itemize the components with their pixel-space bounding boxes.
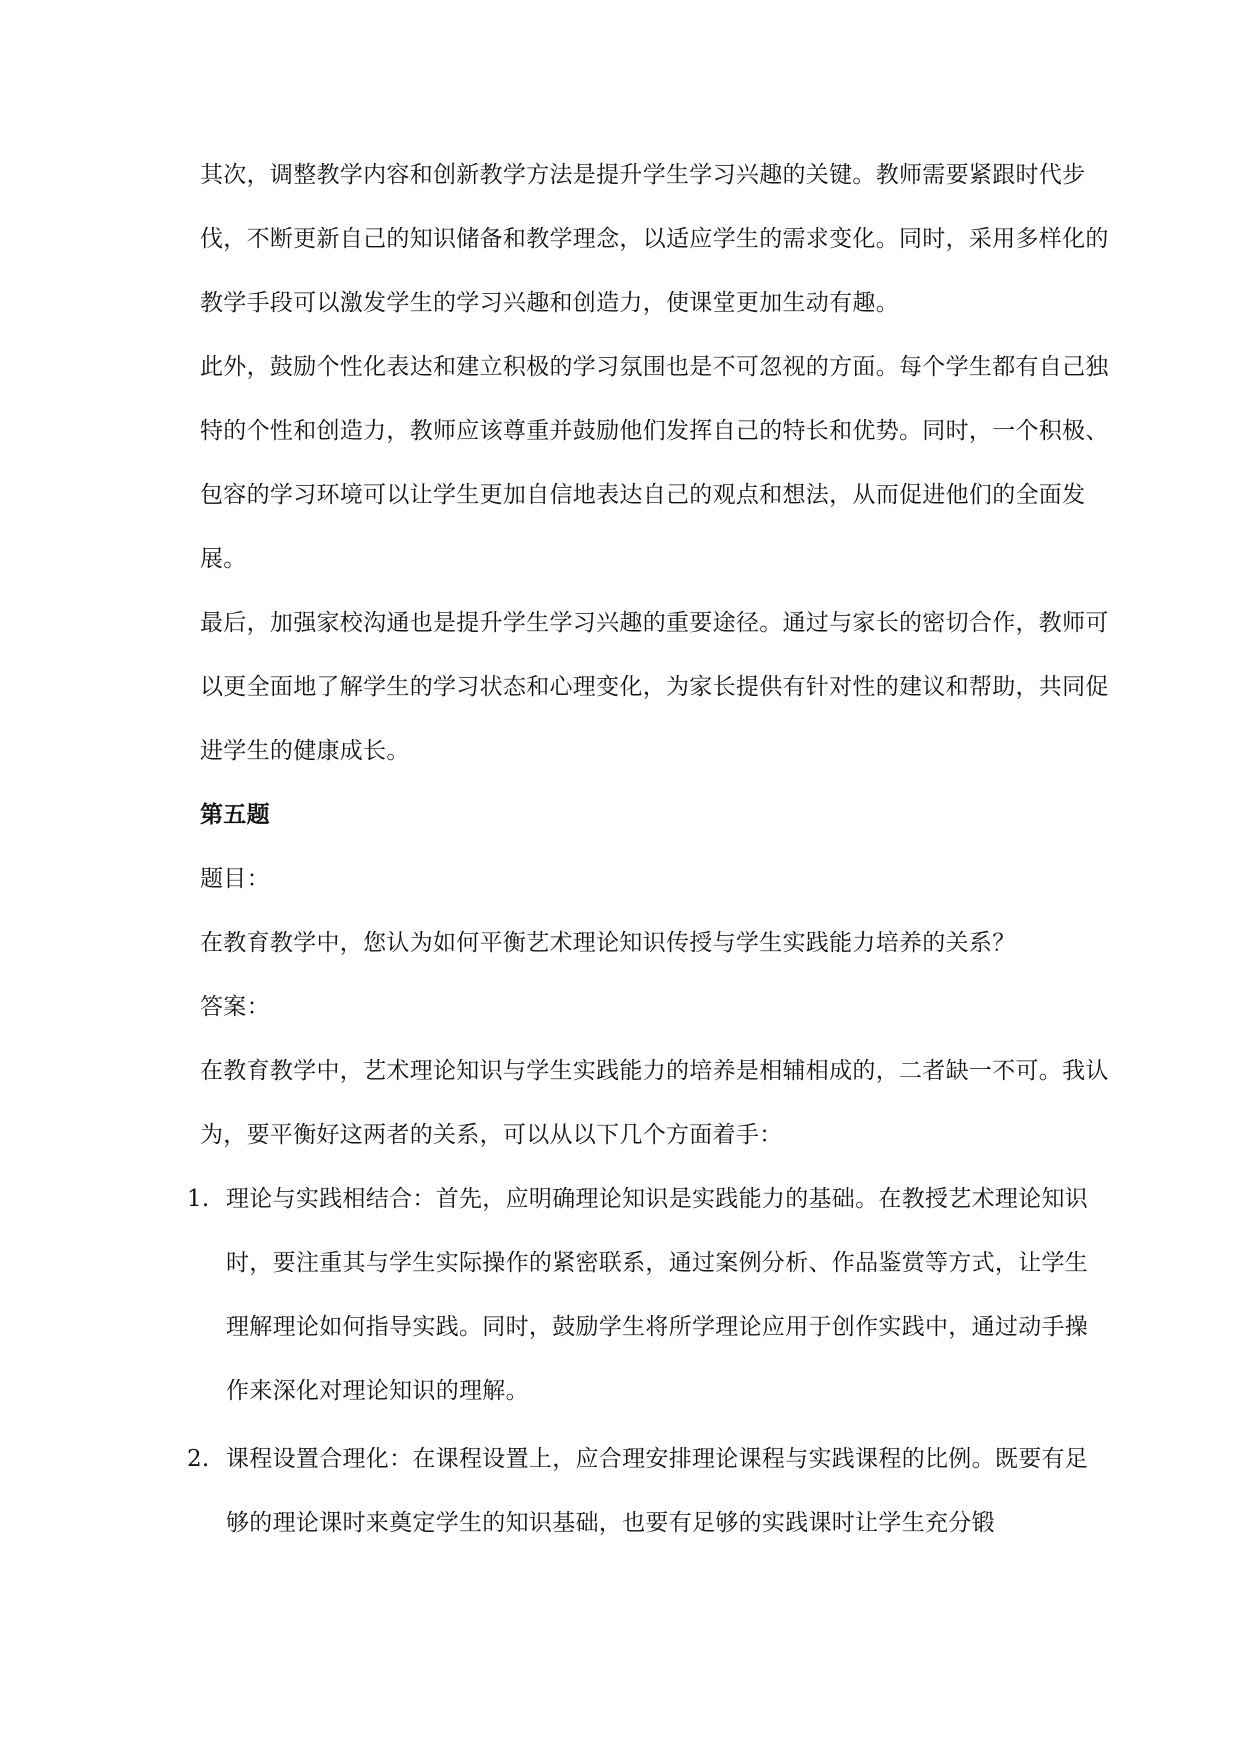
topic-text: 在教育教学中，您认为如何平衡艺术理论知识传授与学生实践能力培养的关系？	[200, 930, 1016, 956]
list-item-text: 理论与实践相结合：首先，应明确理论知识是实践能力的基础。在教授艺术理论知识时，要注重其与学生实际操作的紧密联系，通过案例分析、作品鉴赏等方式，让学生理解理论如何指导实践。同时，鼓励学生将所学理论应用于创作实践中，通过动手操作来深化对理论知识的理解。	[226, 1186, 1089, 1404]
paragraph-teaching-methods: 其次，调整教学内容和创新教学方法是提升学生学习兴趣的关键。教师需要紧跟时代步伐，不断更新自己的知识储备和教学理念，以适应学生的需求变化。同时，采用多样化的教学手段可以激发学生的学习兴趣和创造力，使课堂更加生动有趣。	[200, 162, 1109, 316]
paragraph-home-school: 最后，加强家校沟通也是提升学生学习兴趣的重要途径。通过与家长的密切合作，教师可以更全面地了解学生的学习状态和心理变化，为家长提供有针对性的建议和帮助，共同促进学生的健康成长。	[200, 610, 1109, 764]
list-item	[187, 1167, 1110, 1423]
document-body	[187, 143, 1110, 1555]
list-item	[187, 1427, 1110, 1555]
list-item-text: 课程设置合理化：在课程设置上，应合理安排理论课程与实践课程的比例。既要有足够的理论课时来奠定学生的知识基础，也要有足够的实践课时让学生充分锻	[226, 1446, 1089, 1536]
answer-label: 答案：	[200, 994, 270, 1020]
answer-list	[187, 1167, 1110, 1555]
answer-intro: 在教育教学中，艺术理论知识与学生实践能力的培养是相辅相成的，二者缺一不可。我认为，要平衡好这两者的关系，可以从以下几个方面着手：	[200, 1058, 1109, 1148]
list-item-number: 2.	[187, 1446, 210, 1472]
list-item-number: 1.	[187, 1186, 210, 1212]
paragraph-individual-expression: 此外，鼓励个性化表达和建立积极的学习氛围也是不可忽视的方面。每个学生都有自己独特的个性和创造力，教师应该尊重并鼓励他们发挥自己的特长和优势。同时，一个积极、包容的学习环境可以让学生更加自信地表达自己的观点和想法，从而促进他们的全面发展。	[200, 354, 1109, 572]
question-heading: 第五题	[200, 801, 270, 828]
topic-label: 题目：	[200, 866, 270, 892]
